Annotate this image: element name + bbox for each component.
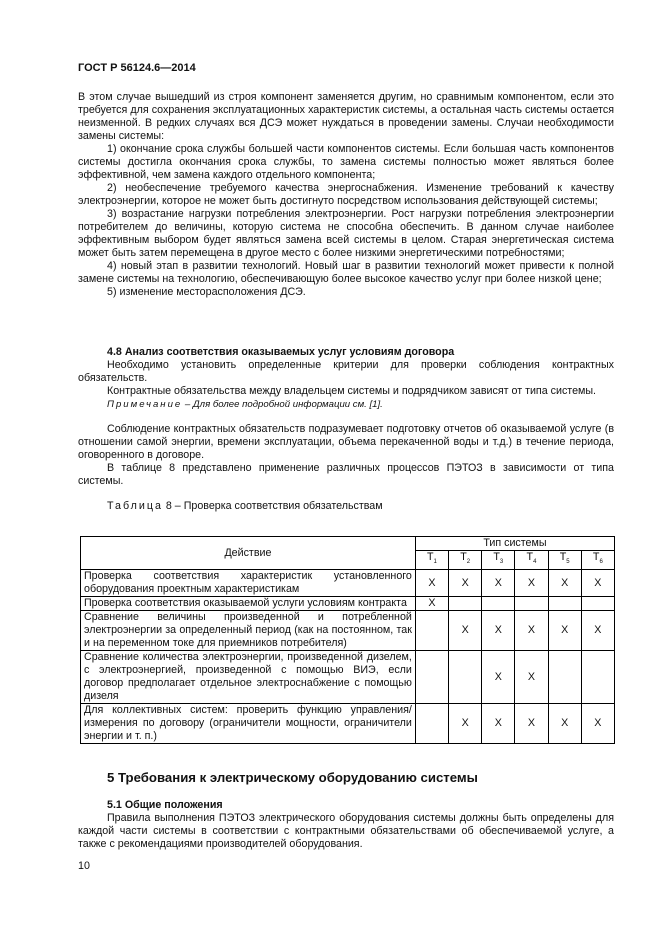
section-heading-5: 5 Требования к электрическому оборудованию системы [107,770,478,785]
table-row [81,611,615,651]
mark-cell [515,597,548,611]
note-text: – Для более подробной информации см. [1]. [182,399,383,410]
mark-cell: X [548,704,581,744]
mark-cell: X [415,570,448,597]
column-header-type [581,551,614,570]
column-header-action: Действие [81,537,416,570]
caption-label: Таблица [107,500,163,512]
table-row [81,597,615,611]
paragraph: Необходимо установить определенные критерии для проверки соблюдения контрактных обязательств. [78,359,614,384]
section-5-1 [78,799,614,851]
type-index: 4 [533,559,537,566]
table-row [81,704,615,744]
mark-cell: X [449,704,482,744]
type-index: 6 [599,559,603,566]
type-letter: T [592,551,600,563]
list-item: 4) новый этап в развитии технологий. Новый шаг в развитии технологий может привести к полной замене системы на технологию, обеспечивающую более высокое качество услуг при более низкой цене; [78,260,614,285]
type-letter: T [493,551,500,563]
mark-cell [415,651,448,704]
compliance-table [80,536,615,744]
subsection-heading: 5.1 Общие положения [107,799,223,811]
mark-cell [415,704,448,744]
paragraph: Контрактные обязательства между владельцем системы и подрядчиком зависят от типа системы. [107,385,597,397]
column-header-type [515,551,548,570]
mark-cell: X [581,704,614,744]
mark-cell: X [515,570,548,597]
mark-cell: X [548,611,581,651]
type-letter: T [427,551,434,563]
mark-cell [482,597,515,611]
mark-cell: X [515,651,548,704]
type-letter: T [526,551,534,563]
mark-cell [548,597,581,611]
table-caption [78,500,614,513]
column-header-type [482,551,515,570]
type-index: 3 [499,559,504,566]
mark-cell: X [449,570,482,597]
mark-cell: X [449,611,482,651]
type-letter: T [559,551,567,563]
list-item: 5) изменение месторасположения ДСЭ. [107,286,306,298]
mark-cell: X [515,611,548,651]
intro-section [78,91,614,299]
action-cell: Сравнение количества электроэнергии, произведенной дизелем, с электроэнергией, произведенной с помощью ВИЭ, если договор предполагает отдельное электроснабжение с помощью дизеля [81,651,416,704]
mark-cell: X [482,704,515,744]
note-label: Примечание [107,399,183,410]
type-index: 1 [433,559,437,566]
mark-cell [581,651,614,704]
mark-cell: X [548,570,581,597]
mark-cell: X [515,704,548,744]
column-header-system-type: Тип системы [415,537,614,551]
paragraph: Соблюдение контрактных обязательств подразумевает подготовку отчетов об оказываемой услуге (в отношении самой энергии, времени эксплуатации, объема перекаченной воды и т.д.) в течение периода, оговоренного в договоре. [78,423,614,461]
section-4-8 [78,346,614,513]
list-item: 2) необеспечение требуемого качества энергоснабжения. Изменение требований к качеству электроэнергии, которое не может быть достигнуто посредством использования действующей системы; [78,182,614,207]
mark-cell: X [482,611,515,651]
mark-cell: X [415,597,448,611]
section-heading: 4.8 Анализ соответствия оказываемых услуг условиям договора [107,346,455,358]
action-cell: Для коллективных систем: проверить функцию управления/измерения по договору (ограничители мощности, ограничители энергии и т. п.) [81,704,416,744]
action-cell: Проверка соответствия оказываемой услуги условиям контракта [81,597,416,611]
mark-cell [548,651,581,704]
note [78,398,614,411]
mark-cell: X [581,611,614,651]
type-index: 5 [566,559,570,566]
paragraph: В таблице 8 представлено применение различных процессов ПЭТОЗ в зависимости от типа системы. [78,462,614,487]
document-id: ГОСТ Р 56124.6—2014 [78,62,196,74]
mark-cell [449,597,482,611]
list-item: 1) окончание срока службы большей части компонентов системы. Если большая часть компонентов системы достигла окончания срока службы, то замена системы полностью может являться более эффективной, чем замена каждого отдельного компонента; [78,143,614,181]
mark-cell [581,597,614,611]
column-header-type [548,551,581,570]
type-index: 2 [466,559,471,566]
type-letter: T [460,551,467,563]
page-number: 10 [78,860,90,872]
action-cell: Сравнение величины произведенной и потребленной электроэнергии за определенный период (как на постоянном, так и на переменном токе для приемников потребителя) [81,611,416,651]
caption-text: 8 – Проверка соответствия обязательствам [162,500,383,512]
column-header-type [415,551,448,570]
mark-cell [415,611,448,651]
table-row [81,651,615,704]
action-cell: Проверка соответствия характеристик установленного оборудования проектным характеристикам [81,570,416,597]
paragraph: Правила выполнения ПЭТОЗ электрического оборудования системы должны быть определены для каждой части системы в соответствии с контрактными обязательствами об обеспечиваемой услуге, а также с рекомендациями производителей оборудования. [78,812,614,850]
mark-cell [449,651,482,704]
mark-cell: X [581,570,614,597]
list-item: 3) возрастание нагрузки потребления электроэнергии. Рост нагрузки потребления электроэнергии потребителем до величины, которую система не способна обеспечить. В данном случае наиболее эффективным выбором будет являться замена всей системы в целом. Старая энергетическая система может быть затем перемещена в другое место с более низкими энергетическими потребностями; [78,208,614,259]
mark-cell: X [482,570,515,597]
table-row [81,570,615,597]
paragraph: В этом случае вышедший из строя компонент заменяется другим, но сравнимым компонентом, если это требуется для сохранения эксплуатационных характеристик системы, а остальная часть системы остается неизменной. В редких случаях вся ДСЭ может нуждаться в проведении замены. Случаи необходимости замены системы: [78,91,614,142]
mark-cell: X [482,651,515,704]
column-header-type [449,551,482,570]
